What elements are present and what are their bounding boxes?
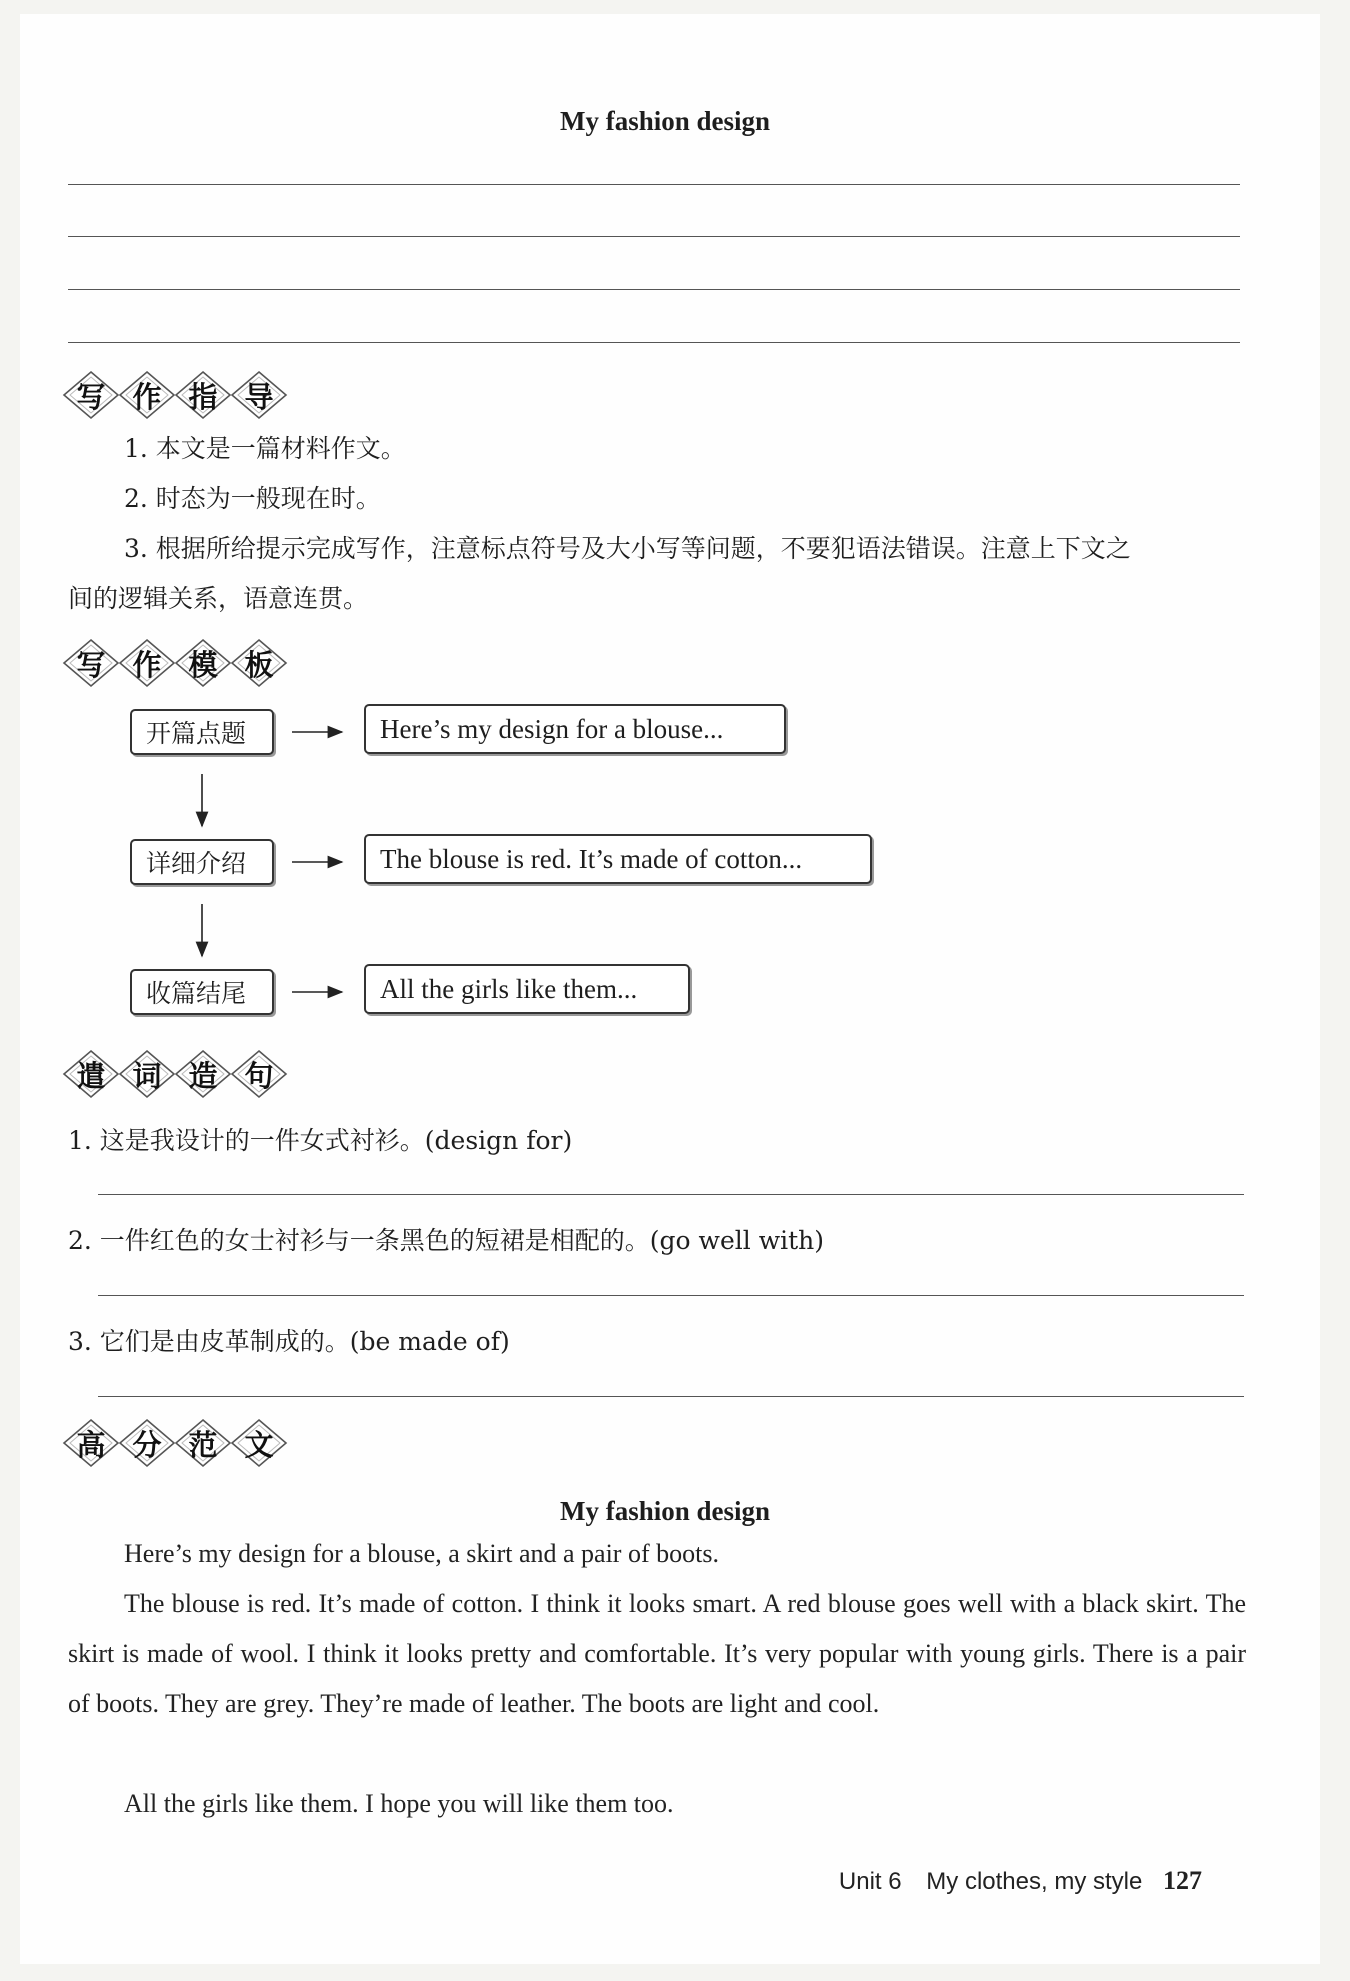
diamond-badge: 作 [118, 638, 176, 688]
guide-item: 1. 本文是一篇材料作文。 [124, 434, 406, 463]
diamond-badge: 写 [62, 638, 120, 688]
diamond-badge: 板 [230, 638, 288, 688]
sample-paragraph: The blouse is red. It’s made of cotton. I think it looks smart. A red blouse goes well with a black skirt. The skirt is made of wool. I think it looks pretty and comfortable. It’s very popular with young girls. There is a pair of boots. They are grey. They’re made of leather. The boots are light and cool. [68, 1589, 1246, 1718]
footer-unit: Unit 6 [838, 1868, 902, 1895]
flow-label-ending: 收篇结尾 [130, 969, 274, 1015]
exercise-item: 3. 它们是由皮革制成的。(be made of) [68, 1327, 510, 1356]
flow-text-ending: All the girls like them... [364, 964, 690, 1014]
diamond-badge: 作 [118, 370, 176, 420]
flow-arrows [20, 14, 1320, 1114]
page-footer [839, 1866, 1202, 1896]
diamond-badge: 句 [230, 1049, 288, 1099]
diamond-badge: 高 [62, 1418, 120, 1468]
diamond-badge: 词 [118, 1049, 176, 1099]
diamond-badge: 写 [62, 370, 120, 420]
guide-item: 2. 时态为一般现在时。 [124, 484, 381, 513]
workbook-page [20, 14, 1320, 1964]
exercise-item: 2. 一件红色的女士衬衫与一条黑色的短裙是相配的。(go well with) [68, 1226, 824, 1255]
answer-line[interactable] [98, 1396, 1244, 1397]
heading-sample-essay [62, 1418, 286, 1468]
diamond-badge: 模 [174, 638, 232, 688]
heading-sentence-building [62, 1049, 286, 1099]
diamond-badge: 文 [230, 1418, 288, 1468]
diamond-badge: 分 [118, 1418, 176, 1468]
sample-title: My fashion design [559, 1496, 771, 1526]
diamond-badge: 遣 [62, 1049, 120, 1099]
sample-paragraph: Here’s my design for a blouse, a skirt and a pair of boots. [124, 1539, 719, 1568]
diamond-badge: 造 [174, 1049, 232, 1099]
writing-title: My fashion design [559, 106, 771, 136]
sample-paragraph: All the girls like them. I hope you will like them too. [124, 1789, 674, 1818]
footer-chapter: My clothes, my style [926, 1868, 1143, 1895]
answer-line[interactable] [98, 1194, 1244, 1195]
flow-label-opening: 开篇点题 [130, 709, 274, 755]
guide-item-continued: 间的逻辑关系，语意连贯。 [68, 584, 369, 613]
flow-text-opening: Here’s my design for a blouse... [364, 704, 786, 754]
flow-text-detail: The blouse is red. It’s made of cotton... [364, 834, 872, 884]
exercise-item: 1. 这是我设计的一件女式衬衫。(design for) [68, 1126, 573, 1155]
diamond-badge: 导 [230, 370, 288, 420]
flow-label-detail: 详细介绍 [130, 839, 274, 885]
answer-line[interactable] [98, 1295, 1244, 1296]
page-number: 127 [1163, 1866, 1202, 1895]
diamond-badge: 范 [174, 1418, 232, 1468]
guide-item: 3. 根据所给提示完成写作，注意标点符号及大小写等问题，不要犯语法错误。注意上下文之 [124, 534, 1131, 563]
diamond-badge: 指 [174, 370, 232, 420]
